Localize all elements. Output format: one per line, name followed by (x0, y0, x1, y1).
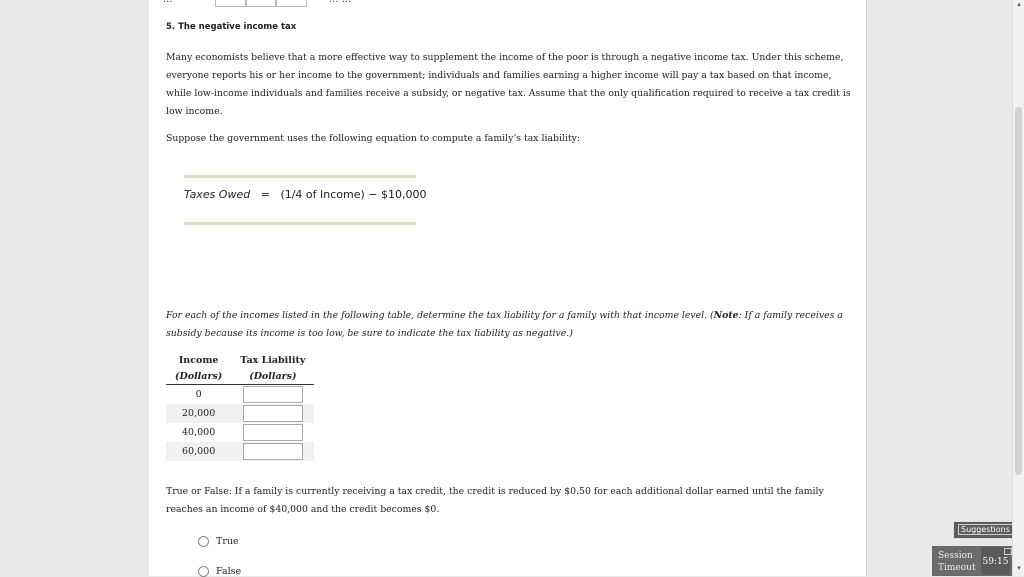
suppose-paragraph: Suppose the government uses the following equation to compute a family’s tax liability: (166, 133, 580, 144)
income-cell: 0 (195, 389, 202, 400)
instruction-note: Note (713, 310, 739, 321)
tax-liability-input-0[interactable] (243, 386, 303, 403)
instruction-post: : If a family receives a subsidy because its income is too low, be sure to indicate the tax liability as negative.) (166, 310, 843, 339)
scroll-down-icon[interactable]: ▾ (1017, 564, 1021, 572)
formula-box (184, 175, 427, 225)
answer-cell (231, 423, 314, 442)
tax-liability-input-60000[interactable] (243, 443, 303, 460)
left-gutter (0, 0, 150, 576)
formula-lhs: Taxes Owed (184, 188, 251, 201)
option-true[interactable] (198, 536, 239, 547)
tax-liability-table (166, 352, 314, 461)
option-false-label: False (216, 566, 242, 577)
answer-cell (231, 385, 314, 405)
session-timeout-label (938, 550, 976, 574)
col-subheader-income: (Dollars) (166, 368, 231, 385)
question-page (149, 0, 867, 576)
table-row (166, 423, 314, 442)
timer-minimize-icon[interactable] (1004, 548, 1012, 555)
session-label-1: Session (938, 551, 973, 561)
right-gutter (866, 0, 1012, 576)
table-instructions (166, 307, 856, 343)
question-title: 5. The negative income tax (166, 22, 297, 32)
previous-table-stub (209, 0, 369, 7)
answer-cell (231, 404, 314, 423)
session-timeout-panel (932, 546, 1012, 576)
radio-false[interactable] (198, 566, 209, 577)
stub-cell (215, 0, 247, 7)
tax-formula (184, 188, 427, 201)
scroll-up-icon[interactable]: ▴ (1017, 0, 1021, 8)
stub-cell (245, 0, 277, 7)
option-false[interactable] (198, 566, 241, 577)
stub-text-left (163, 0, 173, 5)
page-scrollbar[interactable] (1012, 0, 1024, 576)
stub-text-right (329, 0, 351, 5)
session-timer: 59:15 (981, 547, 1010, 575)
session-label-2: Timeout (938, 563, 976, 573)
radio-true[interactable] (198, 536, 209, 547)
income-cell: 40,000 (182, 427, 216, 438)
formula-equals: = (260, 188, 270, 201)
income-cell: 60,000 (166, 442, 231, 461)
instruction-pre: For each of the incomes listed in the following table, determine the tax liability for a family with that income level. ( (166, 310, 714, 321)
option-true-label: True (216, 536, 239, 547)
scroll-thumb[interactable] (1015, 107, 1022, 475)
table-row (166, 385, 314, 405)
answer-cell (231, 442, 314, 461)
table-row (166, 404, 314, 423)
income-cell: 20,000 (166, 404, 231, 423)
formula-rhs: (1/4 of Income) − $10,000 (280, 188, 427, 201)
tax-liability-input-20000[interactable] (243, 405, 303, 422)
col-header-income: Income (178, 354, 219, 366)
table-row (166, 442, 314, 461)
suggestions-label: Suggestions (958, 524, 1013, 535)
tax-liability-input-40000[interactable] (243, 424, 303, 441)
stub-cell (275, 0, 307, 7)
true-false-question: True or False: If a family is currently receiving a tax credit, the credit is reduced by $0.50 for each additional dollar earned until the family reaches an income of $40,000 and the credit becomes $0. (166, 486, 824, 515)
suggestions-button[interactable] (953, 521, 1018, 539)
intro-paragraph: Many economists believe that a more effective way to supplement the income of the poor is through a negative income tax. Under this scheme, everyone reports his or her income to the government; individuals and families earning a higher income will pay a tax based on that income, while low-income individuals and families receive a subsidy, or negative tax. Assume that the only qualification required to receive a tax credit is low income. (166, 52, 851, 117)
col-subheader-tax-liability: (Dollars) (231, 368, 314, 385)
col-header-tax-liability: Tax Liability (240, 354, 306, 366)
